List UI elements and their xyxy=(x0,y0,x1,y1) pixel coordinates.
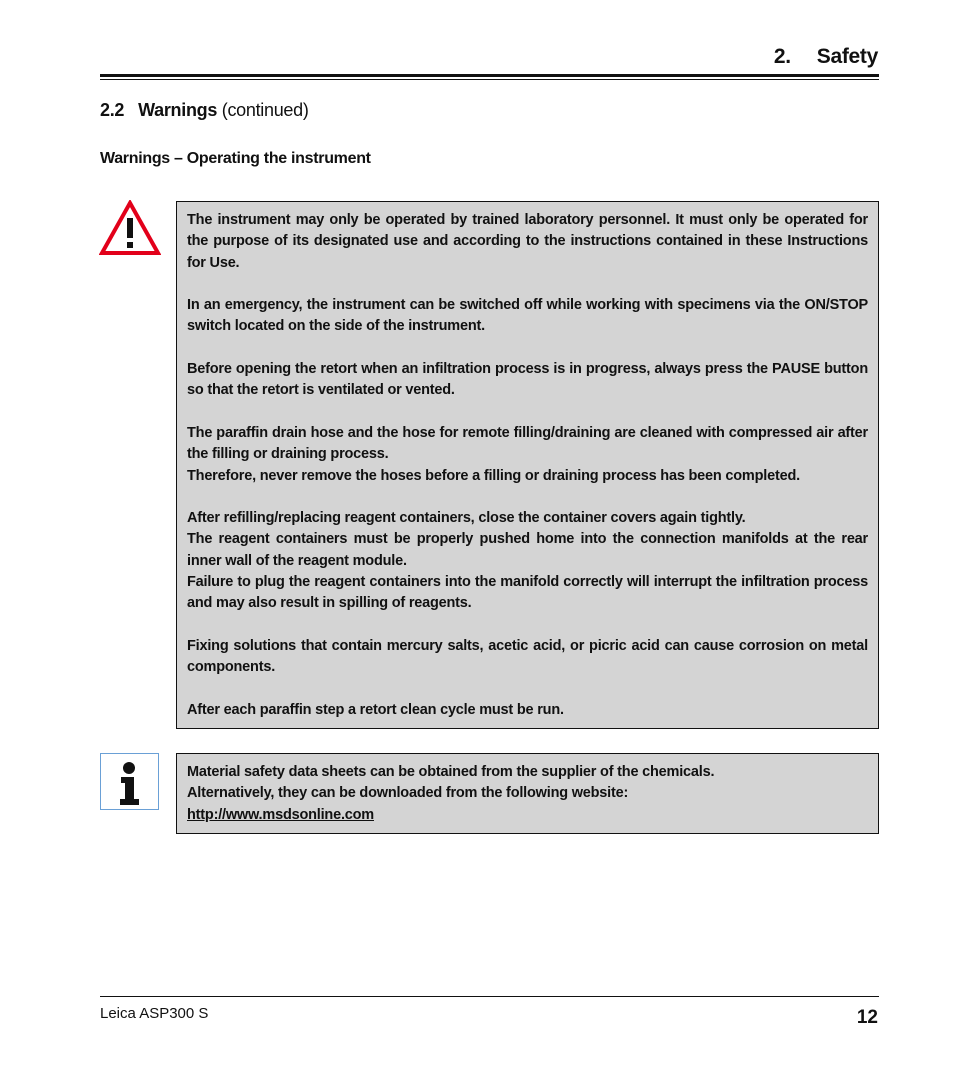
warning-line: Fixing solutions that contain mercury salts, acetic acid, or picric acid can cause corrosion on metal components. xyxy=(187,637,868,676)
warning-line: Before opening the retort when an infiltration process is in progress, always press the PAUSE button so that the retort is ventilated or vented. xyxy=(187,361,868,399)
warning-line: Therefore, never remove the hoses before a filling or draining process has been completed. xyxy=(187,467,800,484)
section-number: 2.2 xyxy=(100,100,125,120)
footer-product: Leica ASP300 S xyxy=(100,1005,209,1022)
msds-website-link[interactable]: http://www.msdsonline.com xyxy=(187,806,374,823)
warning-paragraph xyxy=(187,295,868,338)
warning-box xyxy=(176,201,879,729)
warning-paragraph xyxy=(187,700,868,721)
chapter-header xyxy=(774,45,878,69)
warning-paragraphs xyxy=(187,210,868,721)
header-divider xyxy=(100,74,879,80)
warning-line: The reagent containers must be properly pushed home into the connection manifolds at the rear inner wall of the reagent module. xyxy=(187,531,868,569)
info-line-1: Material safety data sheets can be obtained from the supplier of the chemicals. xyxy=(187,764,715,780)
info-line-2: Alternatively, they can be downloaded from the following website: xyxy=(187,785,629,802)
warning-line: After each paraffin step a retort clean cycle must be run. xyxy=(187,701,564,718)
information-box xyxy=(176,753,879,834)
warning-triangle-icon xyxy=(99,200,161,256)
warning-paragraph xyxy=(187,423,868,487)
warning-line: Failure to plug the reagent containers into the manifold correctly will interrupt the infiltration process and may also result in spilling of reagents. xyxy=(187,574,868,612)
warning-paragraph xyxy=(187,636,868,679)
page-number: 12 xyxy=(856,1007,878,1028)
section-suffix: (continued) xyxy=(221,100,309,120)
warning-line: In an emergency, the instrument can be switched off while working with specimens via the ON/STOP switch located on the side of the instrument. xyxy=(187,297,868,335)
warning-line: The instrument may only be operated by trained laboratory personnel. It must only be operated for the purpose of its designated use and according to the instructions contained in these Instructions for Use. xyxy=(187,212,868,271)
section-title: Warnings xyxy=(138,100,218,120)
warning-paragraph xyxy=(187,359,868,402)
information-icon xyxy=(100,753,159,810)
chapter-number: 2. xyxy=(773,45,791,68)
chapter-title: Safety xyxy=(816,45,878,68)
warning-paragraph xyxy=(187,210,868,274)
warning-line: After refilling/replacing reagent containers, close the container covers again tightly. xyxy=(187,510,746,527)
warning-line: The paraffin drain hose and the hose for remote filling/draining are cleaned with compressed air after the filling or draining process. xyxy=(187,424,868,463)
warning-paragraph xyxy=(187,508,868,614)
section-heading xyxy=(100,100,309,121)
footer-divider xyxy=(100,996,879,997)
subheading: Warnings – Operating the instrument xyxy=(100,150,371,167)
